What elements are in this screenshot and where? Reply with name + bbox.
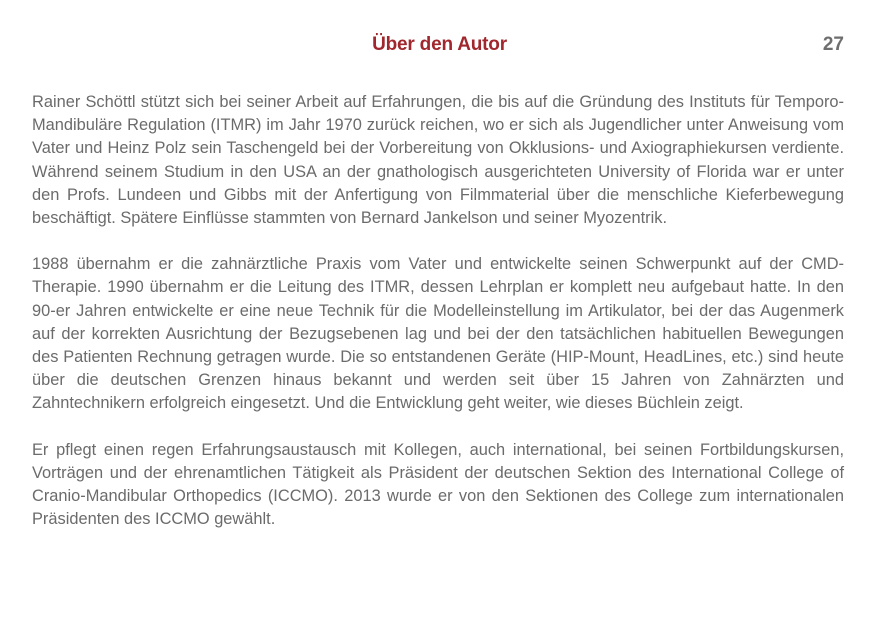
page-header	[0, 32, 879, 58]
paragraph-3: Er pflegt einen regen Erfahrungsaustausch mit Kollegen, auch international, bei seinen Fortbildungskursen, Vorträgen und der ehrenamtlichen Tätigkeit als Präsident der deutschen Sektion des International College of Cranio-Mandibular Orthopedics (ICCMO). 2013 wurde er von den Sektionen des College zum internationalen Präsidenten des ICCMO gewählt.	[32, 440, 844, 529]
paragraph-2: 1988 übernahm er die zahnärztliche Praxis vom Vater und entwickelte seinen Schwerpunkt auf der CMD-Therapie. 1990 übernahm er die Leitung des ITMR, dessen Lehrplan er komplett neu aufgebaut hatte. In den 90-er Jahren entwickelte er eine neue Technik für die Modelleinstellung im Artikulator, bei der das Augenmerk auf der korrekten Ausrichtung der Bezugsebenen lag und bei der den tatsächlichen habituellen Bewegungen des Patienten Rechnung getragen wurde. Die so entstandenen Geräte (HIP-Mount, HeadLines, etc.) sind heute über die deutschen Grenzen hinaus bekannt und werden seit über 15 Jahren von Zahnärzten und Zahntechnikern erfolgreich eingesetzt. Und die Entwicklung geht weiter, wie dieses Büchlein zeigt.	[32, 255, 844, 413]
paragraph-1: Rainer Schöttl stützt sich bei seiner Arbeit auf Erfahrungen, die bis auf die Gründung des Instituts für Temporo-Mandibuläre Regulation (ITMR) im Jahr 1970 zurück reichen, wo er sich als Jugendlicher unter Anweisung vom Vater und Heinz Polz sein Taschengeld bei der Vorbereitung von Okklusions- und Axiographiekursen verdiente. Während seinem Studium in den USA an der gnathologisch ausgerichteten University of Florida war er unter den Profs. Lundeen und Gibbs mit der Anfertigung von Filmmaterial über die menschliche Kieferbewegung beschäftigt. Spätere Einflüsse stammten von Bernard Jankelson und seiner Myozentrik.	[32, 93, 844, 228]
page-title: Über den Autor	[372, 34, 507, 55]
body-text	[32, 91, 844, 531]
page-number: 27	[822, 34, 844, 55]
